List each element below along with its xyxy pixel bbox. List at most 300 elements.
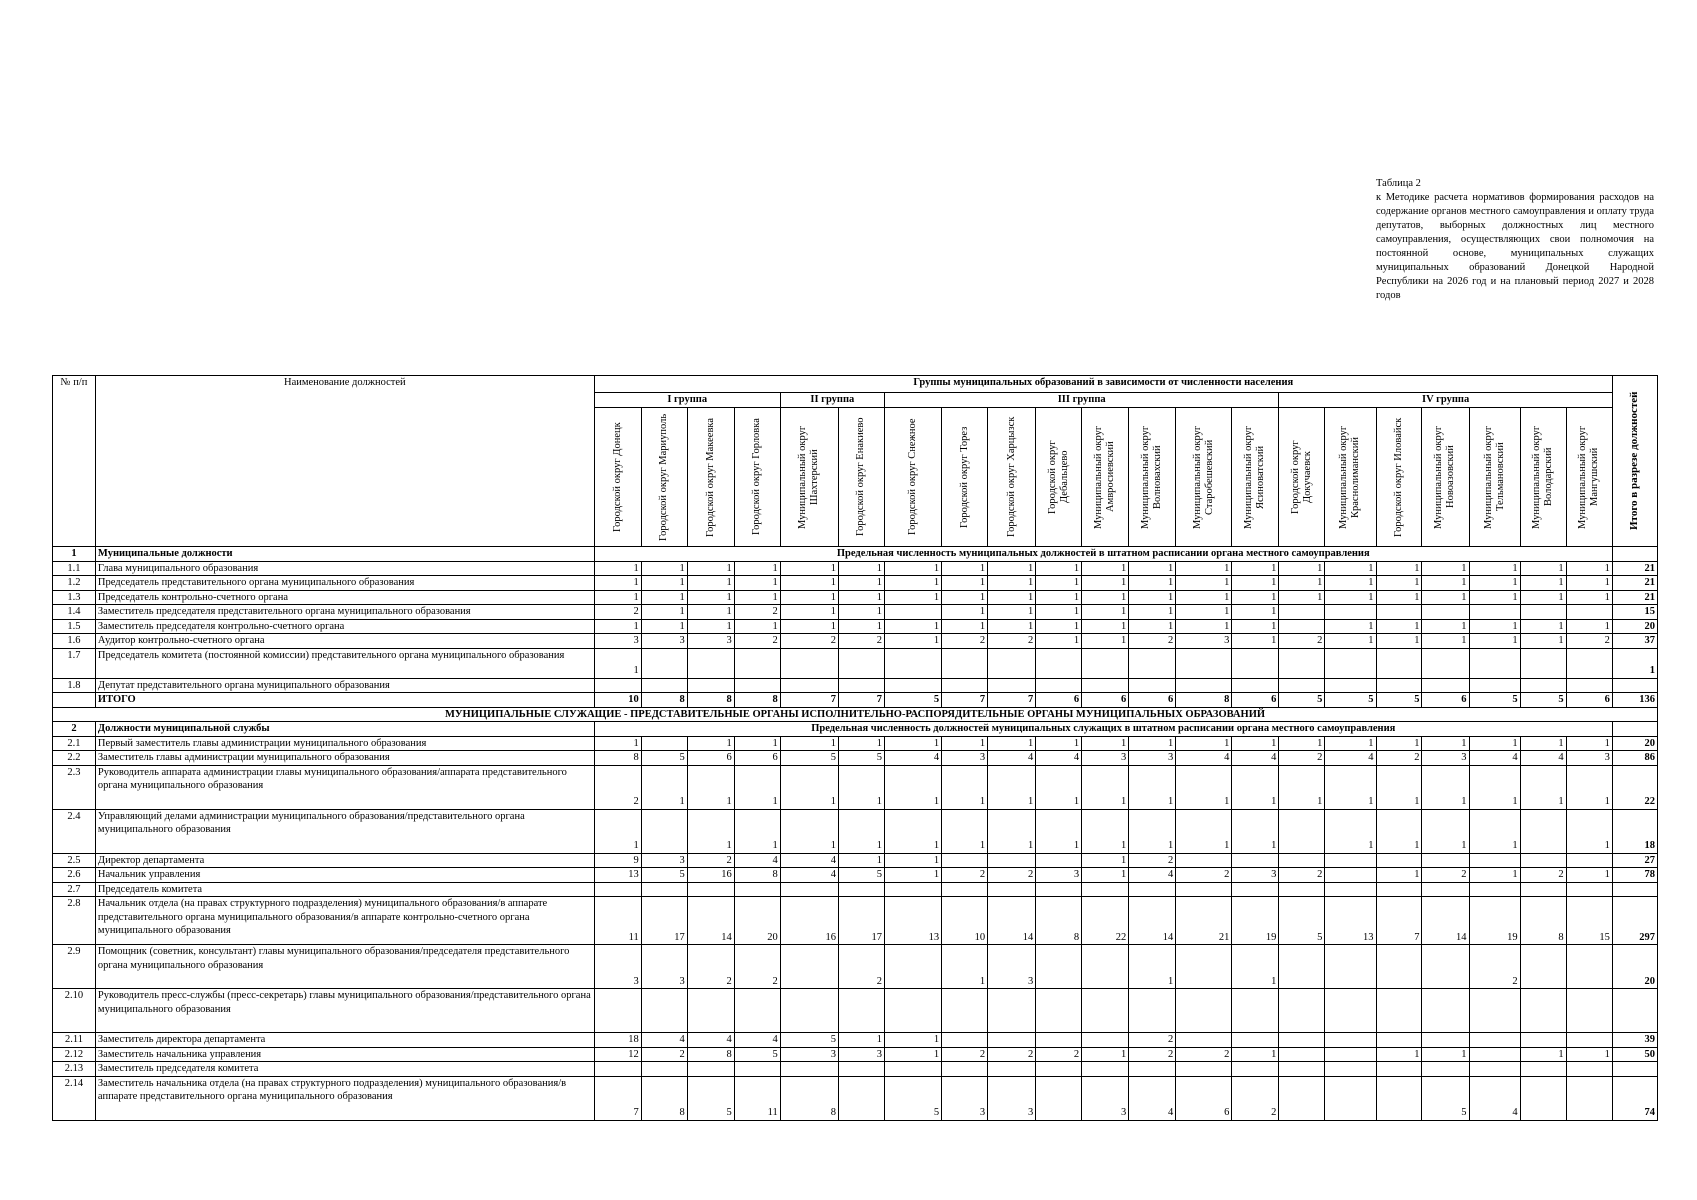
count-cell: 1 (1376, 868, 1422, 883)
count-cell: 1 (838, 765, 884, 809)
count-cell (1129, 1062, 1176, 1077)
count-cell: 5 (1325, 693, 1376, 708)
row-number: 2.12 (53, 1047, 96, 1062)
count-cell: 1 (1376, 576, 1422, 591)
count-cell: 8 (1036, 897, 1082, 945)
count-cell: 2 (1376, 751, 1422, 766)
count-cell (594, 882, 641, 897)
count-cell: 1 (687, 736, 734, 751)
count-cell: 3 (1232, 868, 1279, 883)
position-name: Заместитель начальника управления (95, 1047, 594, 1062)
count-cell: 1 (687, 576, 734, 591)
count-cell (780, 989, 838, 1033)
row-total: 78 (1612, 868, 1657, 883)
count-cell: 1 (1082, 605, 1129, 620)
count-cell: 1 (1469, 590, 1520, 605)
count-cell: 1 (942, 945, 988, 989)
count-cell (1176, 1033, 1232, 1048)
count-cell: 2 (594, 765, 641, 809)
count-cell: 5 (1279, 693, 1325, 708)
count-cell: 1 (1566, 868, 1612, 883)
count-cell (1566, 1033, 1612, 1048)
count-cell: 3 (594, 634, 641, 649)
position-name: Заместитель начальника отдела (на правах структурного подразделения) муниципального образования/в аппарате представительного органа муниципального образования (95, 1076, 594, 1120)
count-cell (1422, 605, 1469, 620)
count-cell: 14 (988, 897, 1036, 945)
count-cell (1232, 882, 1279, 897)
position-name: Первый заместитель главы администрации муниципального образования (95, 736, 594, 751)
count-cell: 4 (1469, 1076, 1520, 1120)
count-cell: 1 (1520, 765, 1566, 809)
row-total (1612, 882, 1657, 897)
row-number: 2.13 (53, 1062, 96, 1077)
count-cell: 1 (988, 809, 1036, 853)
count-cell (1279, 1047, 1325, 1062)
count-cell: 1 (594, 561, 641, 576)
municipality-header (1469, 408, 1520, 547)
count-cell: 2 (988, 868, 1036, 883)
count-cell (1376, 989, 1422, 1033)
count-cell: 1 (1422, 1047, 1469, 1062)
municipality-name: Городской округ Докучаевск (1289, 440, 1313, 514)
count-cell: 20 (734, 897, 780, 945)
row-number: 2.10 (53, 989, 96, 1033)
count-cell (1566, 605, 1612, 620)
count-cell: 1 (884, 765, 941, 809)
count-cell: 17 (838, 897, 884, 945)
count-cell: 2 (1176, 868, 1232, 883)
group-header-2: II группа (780, 393, 884, 408)
row-total: 22 (1612, 765, 1657, 809)
row-number: 2.14 (53, 1076, 96, 1120)
row-number: 2.9 (53, 945, 96, 989)
count-cell: 1 (1376, 736, 1422, 751)
count-cell: 5 (1279, 897, 1325, 945)
count-cell: 1 (1520, 736, 1566, 751)
municipality-header (1232, 408, 1279, 547)
count-cell: 3 (1176, 634, 1232, 649)
count-cell: 1 (1082, 853, 1129, 868)
count-cell (641, 648, 687, 678)
row-total: 136 (1612, 693, 1657, 708)
count-cell: 5 (1376, 693, 1422, 708)
municipality-header (988, 408, 1036, 547)
position-name: Начальник отдела (на правах структурного подразделения) муниципального образования/в аппарате представительного органа муниципального образования/в аппарате контрольно-счетного органа муниципального образования (95, 897, 594, 945)
count-cell (1422, 1062, 1469, 1077)
count-cell: 1 (1566, 619, 1612, 634)
table-row (53, 1047, 1658, 1062)
row-number: 1.4 (53, 605, 96, 620)
count-cell (838, 648, 884, 678)
count-cell (988, 678, 1036, 693)
count-cell: 5 (838, 751, 884, 766)
count-cell (641, 678, 687, 693)
col-header-name: Наименование должностей (95, 376, 594, 547)
count-cell: 3 (641, 853, 687, 868)
count-cell (884, 1062, 941, 1077)
count-cell (942, 989, 988, 1033)
count-cell: 3 (1082, 1076, 1129, 1120)
count-cell (1325, 882, 1376, 897)
municipality-header (1566, 408, 1612, 547)
count-cell (780, 1062, 838, 1077)
count-cell (1422, 648, 1469, 678)
count-cell: 11 (734, 1076, 780, 1120)
municipality-name: Городской округ Снежное (907, 418, 919, 536)
count-cell (1279, 945, 1325, 989)
count-cell: 1 (1566, 765, 1612, 809)
group-header-4: IV группа (1279, 393, 1612, 408)
table-row (53, 945, 1658, 989)
count-cell: 1 (1082, 736, 1129, 751)
municipality-name: Городской округ Торез (958, 426, 970, 528)
table-row (53, 809, 1658, 853)
count-cell (1520, 1076, 1566, 1120)
count-cell (1566, 1062, 1612, 1077)
count-cell: 1 (1232, 634, 1279, 649)
count-cell (942, 853, 988, 868)
count-cell: 1 (687, 809, 734, 853)
count-cell (1325, 868, 1376, 883)
count-cell: 1 (594, 736, 641, 751)
count-cell (838, 989, 884, 1033)
count-cell: 17 (641, 897, 687, 945)
count-cell: 1 (1082, 619, 1129, 634)
count-cell: 1 (1376, 561, 1422, 576)
count-cell: 1 (988, 619, 1036, 634)
count-cell: 12 (594, 1047, 641, 1062)
count-cell: 1 (1376, 619, 1422, 634)
count-cell: 1 (1036, 561, 1082, 576)
count-cell: 1 (594, 809, 641, 853)
count-cell: 1 (1176, 809, 1232, 853)
count-cell (734, 882, 780, 897)
count-cell: 2 (1279, 868, 1325, 883)
count-cell: 14 (1129, 897, 1176, 945)
row-total: 37 (1612, 634, 1657, 649)
count-cell (1566, 989, 1612, 1033)
count-cell: 4 (1520, 751, 1566, 766)
count-cell (838, 678, 884, 693)
count-cell: 1 (942, 590, 988, 605)
count-cell (734, 648, 780, 678)
count-cell (1232, 648, 1279, 678)
count-cell: 1 (780, 809, 838, 853)
count-cell: 1 (641, 576, 687, 591)
count-cell (1566, 1076, 1612, 1120)
count-cell: 1 (1376, 590, 1422, 605)
count-cell (988, 882, 1036, 897)
count-cell: 1 (988, 576, 1036, 591)
count-cell: 1 (1422, 765, 1469, 809)
count-cell (1520, 989, 1566, 1033)
count-cell (1566, 648, 1612, 678)
count-cell: 6 (687, 751, 734, 766)
count-cell: 6 (1422, 693, 1469, 708)
count-cell (780, 882, 838, 897)
municipality-header (641, 408, 687, 547)
count-cell: 1 (1036, 765, 1082, 809)
municipality-header (1129, 408, 1176, 547)
count-cell: 1 (1469, 765, 1520, 809)
col-header-total-label: Итого в разрезе должностей (1628, 391, 1641, 531)
row-total: 27 (1612, 853, 1657, 868)
count-cell: 1 (1176, 765, 1232, 809)
count-cell: 7 (942, 693, 988, 708)
count-cell (1176, 945, 1232, 989)
count-cell: 2 (1469, 945, 1520, 989)
position-name: Руководитель пресс-службы (пресс-секретарь) главы муниципального образования/представительного органа муниципального образования (95, 989, 594, 1033)
count-cell: 6 (1566, 693, 1612, 708)
count-cell: 2 (687, 853, 734, 868)
count-cell: 2 (1279, 634, 1325, 649)
count-cell: 1 (594, 590, 641, 605)
count-cell (1082, 1062, 1129, 1077)
row-number: 1.1 (53, 561, 96, 576)
count-cell (641, 736, 687, 751)
count-cell: 1 (1376, 634, 1422, 649)
count-cell: 1 (780, 736, 838, 751)
count-cell (1129, 989, 1176, 1033)
municipality-header (594, 408, 641, 547)
count-cell (1376, 882, 1422, 897)
position-name: Заместитель председателя комитета (95, 1062, 594, 1077)
count-cell: 2 (838, 634, 884, 649)
count-cell: 3 (1036, 868, 1082, 883)
count-cell (1176, 853, 1232, 868)
municipality-header (1376, 408, 1422, 547)
count-cell: 1 (1232, 1047, 1279, 1062)
count-cell (641, 882, 687, 897)
count-cell (1325, 678, 1376, 693)
count-cell: 5 (780, 751, 838, 766)
count-cell (1376, 1076, 1422, 1120)
count-cell: 1 (838, 576, 884, 591)
row-number: 1.6 (53, 634, 96, 649)
count-cell (1036, 648, 1082, 678)
count-cell: 1 (1176, 736, 1232, 751)
count-cell: 1 (884, 576, 941, 591)
count-cell: 1 (884, 1047, 941, 1062)
count-cell: 1 (687, 590, 734, 605)
row-total: 20 (1612, 736, 1657, 751)
count-cell: 2 (734, 605, 780, 620)
municipality-header (838, 408, 884, 547)
count-cell (838, 1062, 884, 1077)
count-cell: 1 (942, 561, 988, 576)
count-cell: 1 (1082, 561, 1129, 576)
count-cell: 3 (942, 751, 988, 766)
count-cell (687, 678, 734, 693)
count-cell: 4 (734, 1033, 780, 1048)
municipality-name: Муниципальный округ Новоазовский (1433, 425, 1457, 529)
count-cell: 2 (780, 634, 838, 649)
count-cell (1082, 1033, 1129, 1048)
table-row (53, 561, 1658, 576)
count-cell (884, 605, 941, 620)
count-cell: 1 (1036, 576, 1082, 591)
count-cell (884, 678, 941, 693)
municipality-name: Муниципальный округ Краснолиманский (1338, 425, 1362, 529)
count-cell: 1 (1082, 809, 1129, 853)
count-cell: 3 (1566, 751, 1612, 766)
count-cell: 1 (1376, 809, 1422, 853)
count-cell: 1 (1422, 561, 1469, 576)
count-cell: 1 (1566, 1047, 1612, 1062)
count-cell: 5 (1422, 1076, 1469, 1120)
count-cell: 1 (1422, 736, 1469, 751)
count-cell (1520, 1062, 1566, 1077)
count-cell: 7 (1376, 897, 1422, 945)
count-cell: 1 (594, 576, 641, 591)
section-header-row (53, 547, 1658, 562)
count-cell (734, 989, 780, 1033)
section-span-label: Предельная численность муниципальных должностей в штатном расписании органа местного самоуправления (594, 547, 1612, 562)
table-row (53, 1076, 1658, 1120)
count-cell: 1 (1232, 619, 1279, 634)
count-cell (1469, 678, 1520, 693)
count-cell: 1 (1325, 590, 1376, 605)
count-cell (1082, 945, 1129, 989)
count-cell: 1 (1129, 590, 1176, 605)
row-number: 2.6 (53, 868, 96, 883)
municipality-name: Муниципальный округ Волновахский (1140, 425, 1164, 529)
count-cell: 2 (687, 945, 734, 989)
municipality-name: Муниципальный округ Амвросиевский (1093, 425, 1117, 529)
count-cell (1279, 809, 1325, 853)
count-cell (1325, 1062, 1376, 1077)
count-cell (1036, 945, 1082, 989)
count-cell: 1 (942, 765, 988, 809)
count-cell: 18 (594, 1033, 641, 1048)
caption-title: Таблица 2 (1376, 178, 1421, 189)
caption-text: к Методике расчета нормативов формирования расходов на содержание органов местного самоуправления и оплату труда депутатов, выборных должностных лиц местного самоуправления, осуществляющих свои полномочия на постоянной основе, муниципальных служащих муниципальных образований Донецкой Народной Республики на 2026 год и на плановый период 2027 и 2028 годов (1376, 192, 1654, 301)
count-cell: 1 (1376, 1047, 1422, 1062)
itogo-row (53, 693, 1658, 708)
municipality-header (734, 408, 780, 547)
table-row (53, 736, 1658, 751)
count-cell (988, 1033, 1036, 1048)
section-title: Должности муниципальной службы (95, 722, 594, 737)
count-cell: 1 (1520, 619, 1566, 634)
count-cell: 1 (1325, 809, 1376, 853)
count-cell: 1 (1469, 561, 1520, 576)
count-cell (641, 1062, 687, 1077)
count-cell: 7 (780, 693, 838, 708)
row-number: 2.5 (53, 853, 96, 868)
count-cell (1176, 1062, 1232, 1077)
count-cell: 1 (942, 605, 988, 620)
section-total-cell (1612, 722, 1657, 737)
section-header-row (53, 722, 1658, 737)
municipality-name: Муниципальный округ Ясиноватский (1243, 425, 1267, 529)
count-cell: 13 (594, 868, 641, 883)
count-cell: 3 (988, 945, 1036, 989)
row-number: 1.2 (53, 576, 96, 591)
municipality-header (1279, 408, 1325, 547)
row-number: 2.7 (53, 882, 96, 897)
count-cell (1376, 648, 1422, 678)
count-cell: 1 (1469, 736, 1520, 751)
count-cell: 1 (942, 576, 988, 591)
count-cell: 2 (1232, 1076, 1279, 1120)
municipality-name: Городской округ Донецк (611, 422, 623, 532)
count-cell: 1 (1279, 736, 1325, 751)
count-cell (1279, 605, 1325, 620)
count-cell: 8 (687, 693, 734, 708)
count-cell (1566, 882, 1612, 897)
count-cell: 6 (1036, 693, 1082, 708)
count-cell: 1 (1232, 945, 1279, 989)
count-cell (1520, 678, 1566, 693)
municipality-name: Городской округ Дебальцево (1046, 440, 1070, 514)
count-cell: 1 (780, 765, 838, 809)
row-number: 2.8 (53, 897, 96, 945)
count-cell: 1 (1036, 590, 1082, 605)
count-cell: 1 (594, 648, 641, 678)
count-cell: 1 (1325, 561, 1376, 576)
count-cell: 2 (1566, 634, 1612, 649)
section-banner: МУНИЦИПАЛЬНЫЕ СЛУЖАЩИЕ - ПРЕДСТАВИТЕЛЬНЫЕ ОРГАНЫ ИСПОЛНИТЕЛЬНО-РАСПОРЯДИТЕЛЬНЫЕ ОРГАНЫ МУНИЦИПАЛЬНЫХ ОБРАЗОВАНИЙ (53, 707, 1658, 722)
count-cell: 1 (1325, 619, 1376, 634)
count-cell: 1 (1176, 605, 1232, 620)
municipality-header (687, 408, 734, 547)
count-cell (1176, 648, 1232, 678)
count-cell: 8 (780, 1076, 838, 1120)
table-row (53, 868, 1658, 883)
count-cell: 1 (1129, 736, 1176, 751)
count-cell: 1 (1176, 619, 1232, 634)
position-name: Глава муниципального образования (95, 561, 594, 576)
count-cell (1325, 853, 1376, 868)
count-cell (1036, 882, 1082, 897)
table-row (53, 751, 1658, 766)
count-cell (1082, 882, 1129, 897)
count-cell: 1 (1036, 619, 1082, 634)
count-cell (1469, 605, 1520, 620)
count-cell (1469, 648, 1520, 678)
count-cell (1279, 989, 1325, 1033)
count-cell (838, 882, 884, 897)
count-cell (988, 648, 1036, 678)
count-cell (1129, 678, 1176, 693)
count-cell: 1 (1566, 590, 1612, 605)
count-cell: 2 (1520, 868, 1566, 883)
count-cell: 2 (1129, 1033, 1176, 1048)
count-cell (1422, 945, 1469, 989)
count-cell: 1 (1082, 1047, 1129, 1062)
count-cell: 1 (884, 809, 941, 853)
count-cell: 1 (838, 809, 884, 853)
count-cell (1279, 853, 1325, 868)
count-cell: 4 (1232, 751, 1279, 766)
row-number: 2.1 (53, 736, 96, 751)
count-cell (942, 882, 988, 897)
row-number: 2.2 (53, 751, 96, 766)
position-name: Председатель контрольно-счетного органа (95, 590, 594, 605)
count-cell: 2 (734, 945, 780, 989)
count-cell: 4 (687, 1033, 734, 1048)
count-cell: 1 (1082, 634, 1129, 649)
row-total: 15 (1612, 605, 1657, 620)
count-cell (1325, 1047, 1376, 1062)
row-total: 20 (1612, 619, 1657, 634)
table-row (53, 619, 1658, 634)
count-cell (1376, 1062, 1422, 1077)
row-total (1612, 989, 1657, 1033)
count-cell: 1 (1232, 605, 1279, 620)
count-cell: 1 (641, 561, 687, 576)
